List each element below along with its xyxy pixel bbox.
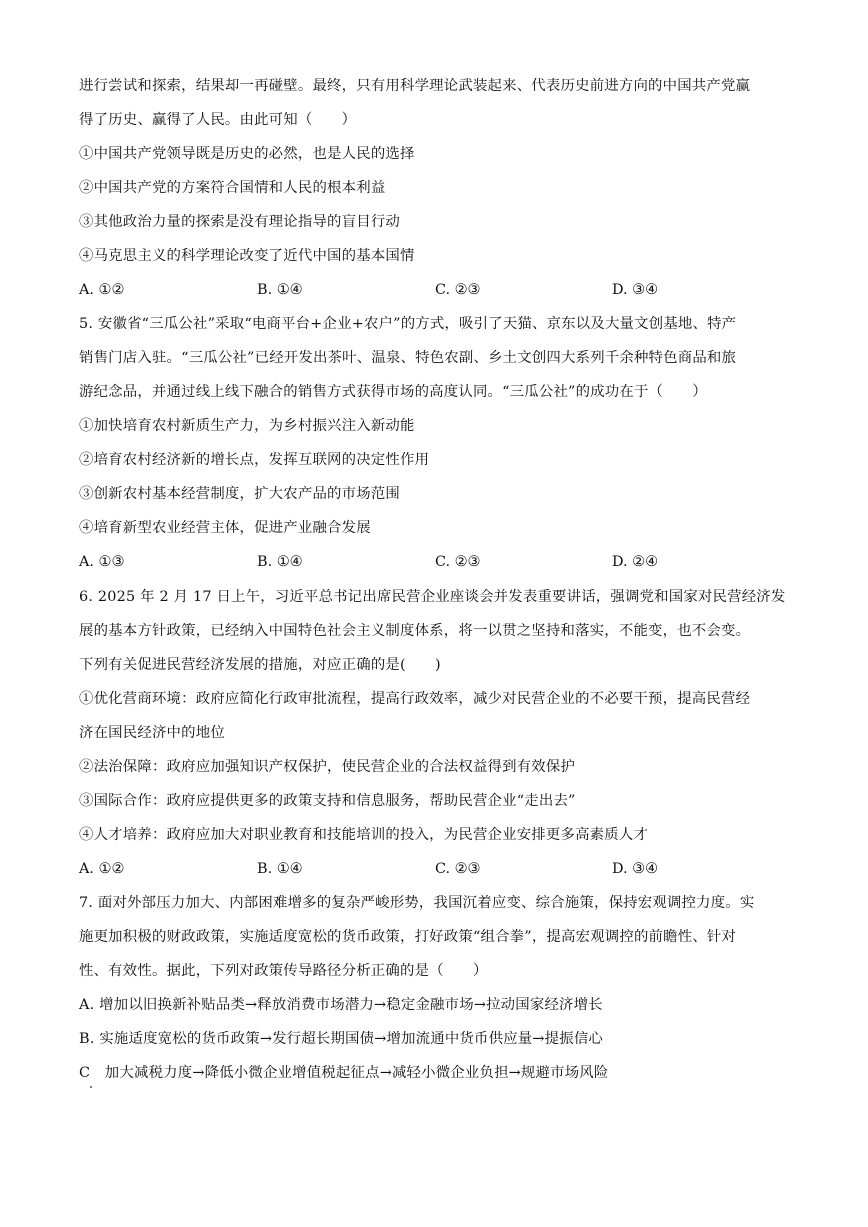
q6-statement: ③国际合作：政府应提供更多的政策支持和信息服务，帮助民营企业“走出去”: [79, 793, 576, 809]
q4-option-d: D. ③④: [612, 282, 658, 298]
q4-statement: ②中国共产党的方案符合国情和人民的根本利益: [79, 180, 386, 196]
q5-option-a: A. ①③: [79, 554, 125, 570]
q6-statement: ①优化营商环境：政府应简化行政审批流程，提高行政效率，减少对民营企业的不必要干预，提高民营经: [79, 691, 751, 707]
q6-stem-line: 下列有关促进民营经济发展的措施，对应正确的是( ): [79, 657, 441, 673]
q5-statement: ③创新农村基本经营制度，扩大农产品的市场范围: [79, 486, 400, 502]
q6-option-d: D. ③④: [612, 861, 658, 877]
q4-stem-line: 进行尝试和探索，结果却一再碰壁。最终，只有用科学理论武装起来、代表历史前进方向的中国共产党赢: [79, 78, 751, 94]
q5-option-c: C. ②③: [435, 554, 481, 570]
q5-option-d: D. ②④: [612, 554, 658, 570]
q5-statement: ④培育新型农业经营主体，促进产业融合发展: [79, 520, 371, 536]
q5-option-b: B. ①④: [257, 554, 303, 570]
q7-stem-line: 施更加积极的财政政策，实施适度宽松的货币政策，打好政策“组合拳”，提高宏观调控的前瞻性、针对: [79, 929, 737, 945]
q5-statement: ①加快培育农村新质生产力，为乡村振兴注入新动能: [79, 418, 415, 434]
q7-stem-line: 性、有效性。据此，下列对政策传导路径分析正确的是（ ）: [79, 963, 488, 979]
q5-stem-line: 5. 安徽省“三瓜公社”采取“电商平台+企业+农户”的方式，吸引了天猫、京东以及大量文创基地、特产: [79, 316, 737, 332]
q7-option-b: B. 实施适度宽松的货币政策→发行超长期国债→增加流通中货币供应量→提振信心: [79, 1031, 603, 1047]
q5-stem-line: 游纪念品，并通过线上线下融合的销售方式获得市场的高度认同。“三瓜公社”的成功在于（ ）: [79, 384, 707, 400]
q4-statement: ③其他政治力量的探索是没有理论指导的盲目行动: [79, 214, 400, 230]
q4-stem-line: 得了历史、赢得了人民。由此可知（ ）: [79, 112, 357, 128]
q7-option-a: A. 增加以旧换新补贴品类→释放消费市场潜力→稳定金融市场→拉动国家经济增长: [79, 997, 603, 1013]
q6-statement: ④人才培养：政府应加大对职业教育和技能培训的投入，为民营企业安排更多高素质人才: [79, 827, 649, 843]
q4-option-c: C. ②③: [435, 282, 481, 298]
q4-option-b: B. ①④: [257, 282, 303, 298]
q5-statement: ②培育农村经济新的增长点，发挥互联网的决定性作用: [79, 452, 430, 468]
q6-stem-line: 6. 2025 年 2 月 17 日上午，习近平总书记出席民营企业座谈会并发表重要讲话，强调党和国家对民营经济发: [79, 589, 786, 605]
q5-stem-line: 销售门店入驻。“三瓜公社”已经开发出茶叶、温泉、特色农副、乡土文创四大系列千余种特色商品和旅: [79, 350, 737, 366]
q4-statement: ④马克思主义的科学理论改变了近代中国的基本国情: [79, 248, 415, 264]
q7-stem-line: 7. 面对外部压力加大、内部困难增多的复杂严峻形势，我国沉着应变、综合施策，保持宏观调控力度。实: [79, 895, 755, 911]
q6-statement: 济在国民经济中的地位: [79, 725, 225, 741]
q6-option-a: A. ①②: [79, 861, 125, 877]
q6-option-c: C. ②③: [435, 861, 481, 877]
q6-option-b: B. ①④: [257, 861, 303, 877]
q6-statement: ②法治保障：政府应加强知识产权保护，使民营企业的合法权益得到有效保护: [79, 759, 576, 775]
q4-statement: ①中国共产党领导既是历史的必然，也是人民的选择: [79, 146, 415, 162]
q6-stem-line: 展的基本方针政策，已经纳入中国特色社会主义制度体系，将一以贯之坚持和落实，不能变，也不会变。: [79, 623, 751, 639]
q7-option-c: C 加大减税力度→降低小微企业增值税起征点→减轻小微企业负担→规避市场风险: [79, 1065, 609, 1081]
scan-speck: [90, 1086, 92, 1088]
q4-option-a: A. ①②: [79, 282, 125, 298]
